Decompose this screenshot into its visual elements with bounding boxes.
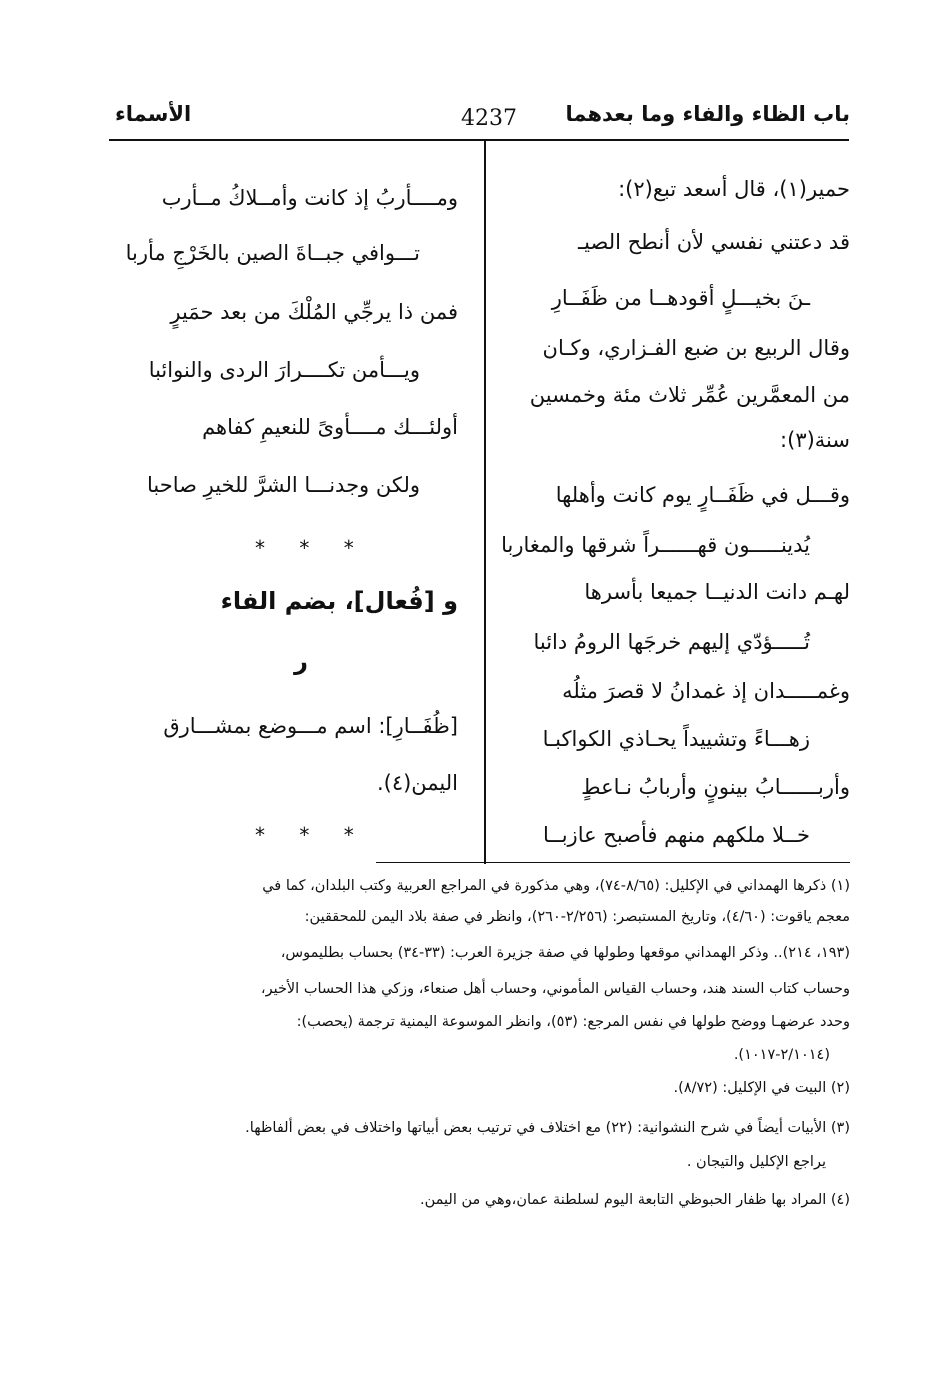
header-rule <box>109 139 849 141</box>
footnote-line: وحساب كتاب السند هند، وحساب القياس المأموني، وحساب أهل صنعاء، وزكي هذا الحساب الأخير، <box>260 981 850 997</box>
entry-line: اليمن(٤). <box>376 771 458 795</box>
verse-line: ومــــأربُ إذ كانت وأمــلاكُ مــأرب <box>161 186 458 210</box>
separator-stars: * * * <box>255 823 368 847</box>
section-heading: و [فُعال]، بضم الفاء <box>220 587 458 615</box>
verse-line: يُدينـــــون قهــــــراً شرقها والمغاربا <box>501 533 810 557</box>
text-line: قد دعتني نفسي لأن أنطح الصيـ <box>578 230 850 254</box>
footnote-rule <box>376 862 850 863</box>
section-letter: ر <box>294 647 308 675</box>
verse-line: وأربــــــابُ بينونٍ وأربابُ نـاعطٍ <box>581 775 850 799</box>
section-title: الأسماء <box>115 102 192 126</box>
verse-line: ويـــأمن تكــــرارَ الردى والنوائبا <box>148 358 420 382</box>
footnote-line: (٤) المراد بها ظفار الحبوظي التابعة اليوم لسلطنة عمان،وهي من اليمن. <box>420 1192 850 1208</box>
footnote-line: (٢/١٠١٤-١٠١٧). <box>733 1047 830 1063</box>
footnote-line: وحدد عرضهـا ووضح طولها في نفس المرجع: (٥٣)، وانظر الموسوعة اليمنية ترجمة (يحصب): <box>296 1014 850 1030</box>
text-line: وقال الربيع بن ضبع الفـزاري، وكـان <box>542 336 850 360</box>
verse-line: لهـم دانت الدنيــا جميعا بأسرها <box>584 580 850 604</box>
verse-line: فمن ذا يرجِّي المُلْكَ من بعد حمَيرٍ <box>170 300 458 324</box>
footnote-line: معجم ياقوت: (٤/٦٠)، وتاريخ المستبصر: (٢/٢٥٦-٢٦٠)، وانظر في صفة بلاد اليمن للمحققين: <box>304 909 850 925</box>
separator-stars: * * * <box>255 536 368 560</box>
verse-line: تـــوافي جبــاةَ الصين بالخَرْجِ مأربا <box>125 241 420 265</box>
chapter-title: باب الظاء والفاء وما بعدهما <box>565 102 850 126</box>
verse-line: وقـــل في ظَفَــارٍ يوم كانت وأهلها <box>555 483 850 507</box>
footnote-line: (١٩٣، ٢١٤).. وذكر الهمداني موقعها وطولها في صفة جزيرة العرب: (٣٣-٣٤) بحساب بطليموس، <box>280 945 850 961</box>
verse-line: ـنَ بخيـــلٍ أقودهــا من ظَفَــارِ <box>551 286 810 310</box>
footnote-line: (٢) البيت في الإكليل: (٨/٧٢). <box>673 1080 850 1096</box>
column-divider <box>484 139 486 864</box>
entry-line: [ظُفَــارِ]: اسم مـــوضع بمشـــارق <box>163 714 458 738</box>
page-number: 4237 <box>461 106 517 131</box>
footnote-line: (٣) الأبيات أيضاً في شرح النشوانية: (٢٢) مع اختلاف في ترتيب بعض أبياتها واختلاف في بعض ألفاظها. <box>245 1120 850 1136</box>
verse-line: تُـــــؤدّي إليهم خرجَها الرومُ دائبا <box>533 630 810 654</box>
verse-line: ولكن وجدنـــا الشرَّ للخيرِ صاحبا <box>147 473 420 497</box>
footnote-line: (١) ذكرها الهمداني في الإكليل: (٨/٦٥-٧٤)، وهي مذكورة في المراجع العربية وكتب البلدان، كما في <box>262 878 850 894</box>
verse-line: أولئـــك مــــأوىً للنعيمِ كفاهم <box>202 415 458 439</box>
verse-line: خــلا ملكهم منهم فأصبح عازبــا <box>543 823 810 847</box>
text-line: حمير(١)، قال أسعد تبع(٢): <box>618 177 850 201</box>
verse-line: زهـــاءً وتشييداً يحـاذي الكواكبـا <box>542 727 810 751</box>
verse-line: وغمـــــدان إذ غمدانُ لا قصرَ مثلُه <box>562 679 850 703</box>
text-line: من المعمَّرين عُمِّر ثلاث مئة وخمسين <box>529 383 850 407</box>
footnote-line: يراجع الإكليل والتيجان . <box>686 1154 826 1170</box>
text-line: سنة(٣): <box>780 428 850 452</box>
